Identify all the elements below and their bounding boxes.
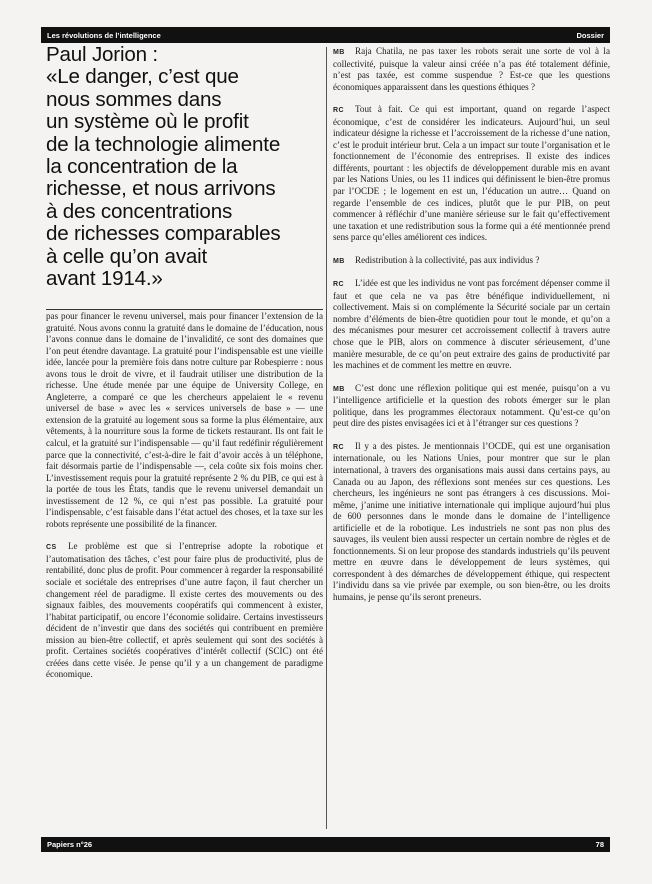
title-line: de richesses comparables [46, 222, 281, 246]
speaker-initials: MB [333, 49, 345, 56]
left-column [46, 311, 323, 681]
speaker-initials: RC [333, 443, 344, 451]
speaker-initials: CS [46, 544, 57, 552]
paragraph-text: C’est donc une réflexion politique qui est menée, puisqu’on a vu l’intelligence artificielle et la question des robots émerger sur le plan politique, dans les programmes électoraux notamment. Qu’est-ce qu’on peut dire des pistes envisagées ici et à l’étranger sur ces questions ? [333, 382, 610, 429]
running-footer [41, 837, 610, 852]
section-label: Les révolutions de l’intelligence [47, 30, 161, 40]
title-line: nous sommes dans [46, 87, 222, 111]
right-column [333, 46, 610, 604]
paragraph-text: pas pour financer le revenu universel, mais pour financer l’extension de la gratuité. Nous avons connu la gratuité dans le domaine de l’éducation, nous l’avons connue dans le domaine de l’invalidité, ce sont des domaines que l’on peut étendre davantage. La gratuité pour l’indispensable est une vieille idée, lancée pour la première fois dans notre culture par Robespierre : nous avons tous le droit de vivre, et il faudrait utiliser une distribution de la richesse. Une étude menée par une équipe de University College, en Angleterre, a comparé ce que les chercheurs appelaient le « revenu universel de base » avec les « services universels de base » — une extension de la gratuité au logement sous sa forme la plus élémentaire, aux vêtements, à la nourriture sous la forme de tickets restaurant. Ils ont fait le calcul, et la gratuité sur l’indispensable — qu’il faut redéfinir régulièrement parce que la connectivité, c’est-à-dire le fait d’avoir accès à un téléphone, fait désormais partie de l’indispensable —, cela coûte six fois moins cher. L’investissement requis pour la gratuité représente 2 % du PIB, ce qui est à la portée de tous les États, tandis que le revenu universel demandait un investissement de 12 %, ce qui n’est pas possible. La gratuité pour l’indispensable, c’est faisable dans l’état actuel des choses, et la taxe sur les robots représente une possibilité de la financer. [46, 311, 323, 529]
title-line: avant 1914.» [46, 267, 163, 291]
paragraph-text: Tout à fait. Ce qui est important, quand on regarde l’aspect économique, c’est de considérer les indicateurs. Aujourd’hui, un seul indicateur désigne la richesse et l’accroissement de la richesse d’une nation, c’est le produit intérieur brut. Cela a un impact sur toute l’organisation et le fonctionnement de l’économie des entreprises. Il existe des indices différents, pourtant : les objectifs de développement durable mis en avant par les Nations Unies, ou les 11 indices qui définissent le bien-être promus par l’OCDE ; le logement en est un, l’éducation un autre… Quand on regarde l’ensemble de ces indices, plutôt que le pur PIB, on peut commencer à réfléchir d’une manière sérieuse sur le fait qu’effectivement une taxation et une redistribution sous la forme qui a été mentionnée prend sens parce qu’elles améliorent ces indices. [333, 104, 610, 243]
paragraph [333, 441, 610, 604]
paragraph-text: Il y a des pistes. Je mentionnais l’OCDE, qui est une organisation internationale, ou les Nations Unies, pour montrer que sur le plan international, à travers des organisations mais aussi dans certains pays, au Canada ou au Japon, des réflexions sont menées sur ces questions. Les chercheurs, les ingénieurs ne sont pas étrangers à ces discussions. Moi-même, j’anime une initiative internationale qui implique aujourd’hui plus de 600 personnes dans le monde dans le domaine de l’intelligence artificielle et de la robotique. Les industriels ne sont pas non plus des sauvages, ils veulent bien aussi respecter un certain nombre de règles et de fonctionnements. Si on leur propose des standards industriels qu’ils peuvent mettre en œuvre dans le développement de leurs systèmes, qui correspondent à des démarches de développement éthique, qui respectent l’individu dans sa vie privée par exemple, ou son bien-être, ou les droits humains, je pense qu’ils seront preneurs. [333, 440, 610, 602]
speaker-initials: MB [333, 385, 345, 393]
title-line: «Le danger, c’est que [46, 65, 239, 89]
article-title [46, 44, 324, 290]
title-line: la concentration de la [46, 155, 238, 179]
speaker-initials: MB [333, 257, 345, 265]
paragraph [333, 383, 610, 430]
title-rule [46, 309, 323, 310]
title-line: richesse, et nous arrivons [46, 177, 276, 201]
paragraph [333, 255, 610, 268]
title-line: un système où le profit [46, 110, 249, 134]
title-line: à celle qu’on avait [46, 244, 208, 268]
speaker-initials: RC [333, 281, 344, 289]
column-divider [326, 47, 327, 829]
running-header [41, 27, 610, 43]
publication-label: Papiers n°26 [47, 840, 93, 849]
paragraph-text: Raja Chatila, ne pas taxer les robots serait une sorte de vol à la collectivité, puisque la valeur ainsi créée n’a pas été totalement définie, n’est pas taxée, est comme suspendue ? Est-ce que les questions économiques apparaissent dans les questions éthiques ? [333, 46, 610, 92]
title-line: de la technologie alimente [46, 132, 281, 156]
title-line: Paul Jorion : [46, 43, 158, 66]
paragraph-text: Redistribution à la collectivité, pas aux individus ? [355, 254, 540, 265]
paragraph [333, 46, 610, 93]
paragraph [46, 541, 323, 681]
paragraph-text: L’idée est que les individus ne vont pas forcément dépenser comme il faut et que cela ne va pas être bénéfique individuellement, ni collectivement. Mais si on complémente la Sécurité sociale par un certain nombre d’éléments de bien-être quotidien pour tout le monde, et qu’on a des mécanismes pour mesurer cet accroissement collectif à travers autre chose que le PIB, alors on commence à discuter sérieusement, d’une manière mesurable, de ce qu’on peut extraire des gains de productivité par les machines et de comment les mettre en œuvre. [333, 278, 610, 371]
category-label: Dossier [576, 30, 604, 40]
title-line: à des concentrations [46, 199, 233, 223]
paragraph-text: Le problème est que si l’entreprise adopte la robotique et l’automatisation des tâches, c’est pour faire plus de productivité, plus de rentabilité, donc plus de profit. Pour commencer à regarder la responsabilité sociale et sociétale des entreprises d’une autre façon, il faut chercher un changement réel de paradigme. Il existe certes des mouvements ou des signaux faibles, des mouvements coopératifs qui commencent à exister, l’habitat participatif, ou encore l’économie solidaire. Certains investisseurs décident de n’investir que dans des sociétés qui contribuent en première mission au bien-être collectif, et après seulement qui sont des sociétés à profit. Certaines sociétés coopératives d’intérêt collectif (SCIC) ont été créées dans cette visée. Je pense qu’il y a un changement de paradigme économique. [46, 541, 323, 680]
paragraph [46, 311, 323, 530]
paragraph [333, 104, 610, 244]
paragraph [333, 278, 610, 371]
speaker-initials: RC [333, 107, 344, 115]
page-number: 78 [595, 840, 604, 849]
